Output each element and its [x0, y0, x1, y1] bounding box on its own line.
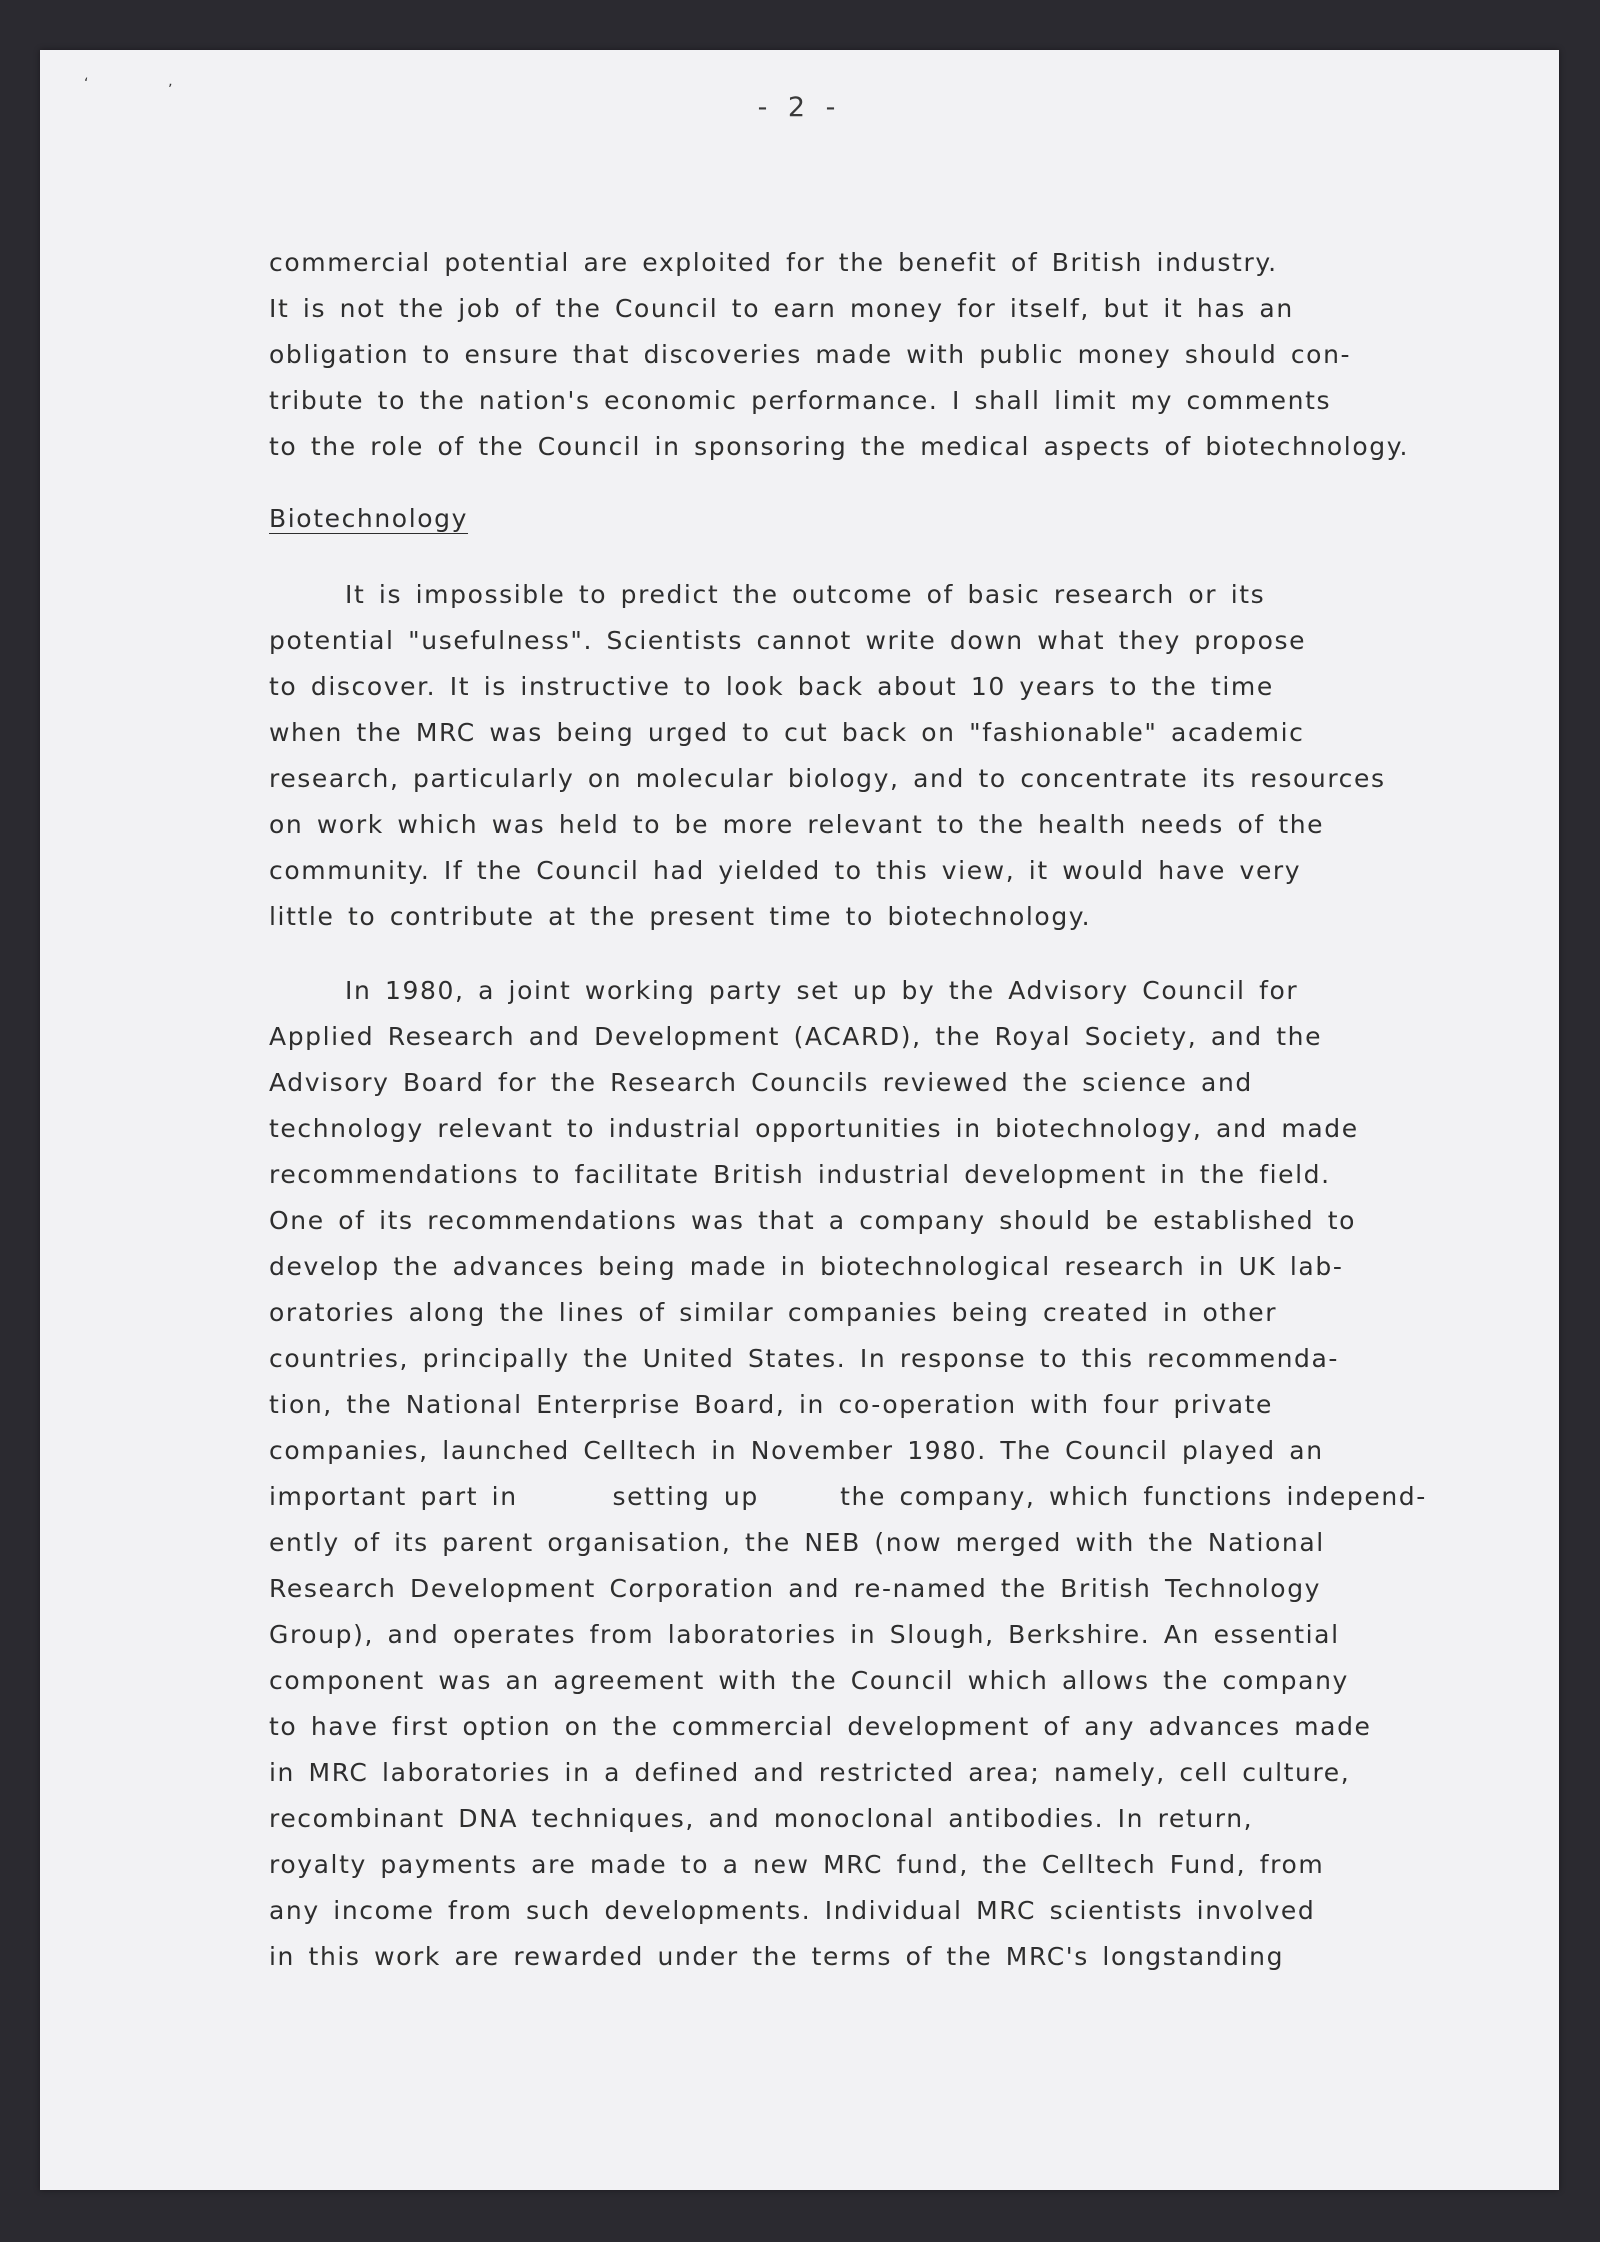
- text-line: royalty payments are made to a new MRC fund, the Celltech Fund, from: [269, 1850, 1325, 1879]
- text-line: It is impossible to predict the outcome of basic research or its: [345, 580, 1266, 609]
- margin-mark-right: ʼ: [168, 82, 173, 98]
- text-line: countries, principally the United States. In response to this recommenda-: [269, 1344, 1340, 1373]
- text-line: component was an agreement with the Council which allows the company: [269, 1666, 1349, 1695]
- text-line: Applied Research and Development (ACARD), the Royal Society, and the: [269, 1022, 1323, 1051]
- text-line: Advisory Board for the Research Councils reviewed the science and: [269, 1068, 1253, 1097]
- text-line: develop the advances being made in biotechnological research in UK lab-: [269, 1252, 1344, 1281]
- text-line: when the MRC was being urged to cut back on "fashionable" academic: [269, 718, 1305, 747]
- text-line: research, particularly on molecular biology, and to concentrate its resources: [269, 764, 1386, 793]
- text-line: community. If the Council had yielded to this view, it would have very: [269, 856, 1302, 885]
- text-line: in this work are rewarded under the terms of the MRC's longstanding: [269, 1942, 1285, 1971]
- text-line: in MRC laboratories in a defined and restricted area; namely, cell culture,: [269, 1758, 1351, 1787]
- text-line: Group), and operates from laboratories in Slough, Berkshire. An essential: [269, 1620, 1340, 1649]
- text-line: tribute to the nation's economic performance. I shall limit my comments: [269, 386, 1332, 415]
- text-line: on work which was held to be more relevant to the health needs of the: [269, 810, 1325, 839]
- text-line: obligation to ensure that discoveries made with public money should con-: [269, 340, 1352, 369]
- text-line: commercial potential are exploited for the benefit of British industry.: [269, 248, 1278, 277]
- text-line: technology relevant to industrial opportunities in biotechnology, and made: [269, 1114, 1359, 1143]
- text-line: to have first option on the commercial development of any advances made: [269, 1712, 1372, 1741]
- text-line: important part in setting up the company, which functions independ-: [269, 1482, 1427, 1511]
- document-page: [40, 50, 1559, 2190]
- text-line: to the role of the Council in sponsoring the medical aspects of biotechnology.: [269, 432, 1410, 461]
- text-line: recommendations to facilitate British industrial development in the field.: [269, 1160, 1331, 1189]
- text-line: ently of its parent organisation, the NEB (now merged with the National: [269, 1528, 1325, 1557]
- text-line: One of its recommendations was that a company should be established to: [269, 1206, 1357, 1235]
- page-number: - 2 -: [757, 92, 842, 123]
- text-line: In 1980, a joint working party set up by the Advisory Council for: [345, 976, 1299, 1005]
- text-line: little to contribute at the present time to biotechnology.: [269, 902, 1092, 931]
- text-line: oratories along the lines of similar companies being created in other: [269, 1298, 1278, 1327]
- margin-mark-left: ‘: [84, 76, 89, 92]
- text-line: It is not the job of the Council to earn money for itself, but it has an: [269, 294, 1294, 323]
- text-line: potential "usefulness". Scientists cannot write down what they propose: [269, 626, 1307, 655]
- text-line: Research Development Corporation and re-named the British Technology: [269, 1574, 1322, 1603]
- text-line: companies, launched Celltech in November 1980. The Council played an: [269, 1436, 1324, 1465]
- text-line: tion, the National Enterprise Board, in co-operation with four private: [269, 1390, 1274, 1419]
- text-line: to discover. It is instructive to look back about 10 years to the time: [269, 672, 1274, 701]
- text-line: recombinant DNA techniques, and monoclonal antibodies. In return,: [269, 1804, 1254, 1833]
- text-line: any income from such developments. Individual MRC scientists involved: [269, 1896, 1316, 1925]
- section-heading: Biotechnology: [269, 504, 469, 533]
